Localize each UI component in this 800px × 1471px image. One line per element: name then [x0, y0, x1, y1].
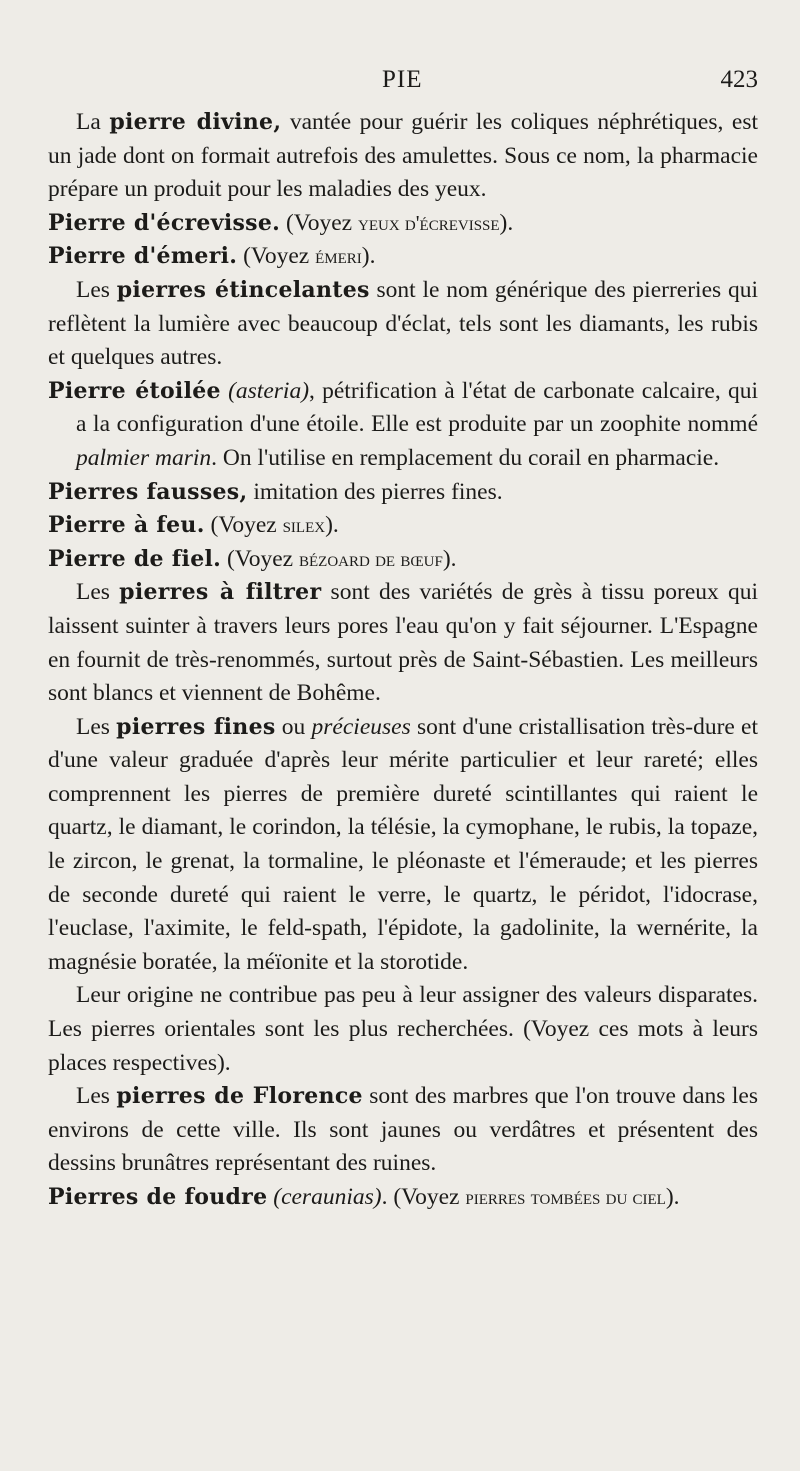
- entry-pierre-ecrevisse: Pierre d'écrevisse. (Voyez yeux d'écrevisse).: [48, 209, 514, 236]
- latin-name: (asteria): [220, 377, 310, 404]
- paragraph-origine: Leur origine ne contribue pas peu à leur assigner des valeurs disparates. Les pierres orientales sont les plus recherchées. (Voyez ces mots à leurs places respectives).: [48, 982, 758, 1076]
- entry-term: Pierres fausses,: [48, 478, 248, 505]
- page-header: [0, 66, 800, 98]
- page-number: 423: [720, 66, 758, 93]
- entry-pierres-fines: Les pierres fines ou précieuses sont d'une cristallisation très-dure et d'une valeur graduée d'après leur mérite particulier et leur rareté; elles comprennent les pierres de première dureté scintillantes qui raient le quartz, le diamant, le corindon, la télésie, la cymophane, le rubis, la topaze, le zircon, le grenat, la tormaline, le pléonaste et l'émeraude; et les pierres de seconde dureté qui raient le verre, le quartz, le péridot, l'idocrase, l'euclase, l'aximite, le feld-spath, l'épidote, la gadolinite, la wernérite, la magnésie boratée, la méïonite et la storotide.: [48, 713, 759, 975]
- entry-pierre-de-fiel: Pierre de fiel. (Voyez bézoard de bœuf).: [48, 545, 457, 572]
- entry-pierres-de-foudre: Pierres de foudre (ceraunias). (Voyez pierres tombées du ciel).: [48, 1184, 680, 1210]
- entry-term: Pierre de fiel.: [48, 545, 222, 572]
- entry-pierres-a-filtrer: Les pierres à filtrer sont des variétés de grès à tissu poreux qui laissent suinter à travers leurs pores l'eau qu'on y fait séjourner. L'Espagne en fournit de très-renommés, surtout près de Saint-Sébastien. Les meilleurs sont blancs et viennent de Bohême.: [48, 579, 759, 707]
- entry-pierres-de-florence: Les pierres de Florence sont des marbres que l'on trouve dans les environs de cette ville. Ils sont jaunes ou verdâtres et présentent des dessins brunâtres représentant des ruines.: [48, 1083, 758, 1177]
- entry-term: pierres à filtrer: [119, 579, 322, 606]
- entry-term: Pierre d'émeri.: [48, 243, 238, 270]
- entry-term: Pierres de foudre: [48, 1184, 268, 1210]
- cross-reference: émeri: [315, 244, 362, 269]
- entry-term: Pierre d'écrevisse.: [48, 209, 281, 236]
- entry-pierres-fausses: Pierres fausses, imitation des pierres fines.: [48, 478, 503, 505]
- entry-term: pierres fines: [116, 713, 276, 740]
- latin-name: (ceraunias): [267, 1184, 382, 1210]
- entry-term: pierres étincelantes: [116, 276, 370, 303]
- entry-pierre-etoilee: Pierre étoilée (asteria), pétrification à l'état de carbonate calcaire, qui a la configuration d'une étoile. Elle est produite par un zoophite nommé palmier marin. On l'utilise en remplacement du corail en pharmacie.: [48, 377, 758, 471]
- entry-pierres-etincelantes: Les pierres étincelantes sont le nom générique des pierreries qui reflètent la lumière avec beaucoup d'éclat, tels sont les diamants, les rubis et quelques autres.: [48, 276, 758, 371]
- entry-term: Pierre étoilée: [48, 377, 221, 404]
- cross-reference: bézoard de bœuf: [299, 546, 443, 571]
- cross-reference: pierres tombées du ciel: [465, 1185, 666, 1209]
- entry-term: Pierre à feu.: [48, 512, 205, 539]
- entry-pierre-a-feu: Pierre à feu. (Voyez silex).: [48, 512, 339, 539]
- entry-term: pierres de Florence: [116, 1083, 363, 1110]
- entry-term: pierre divine,: [109, 109, 282, 135]
- running-head: PIE: [382, 66, 423, 93]
- cross-reference: yeux d'écrevisse: [358, 210, 500, 235]
- entry-pierre-emeri: Pierre d'émeri. (Voyez émeri).: [48, 243, 376, 270]
- entry-pierre-divine: La pierre divine, vantée pour guérir les coliques néphrétiques, est un jade dont on formait autrefois des amulettes. Sous ce nom, la pharmacie prépare un produit pour les maladies des yeux.: [48, 109, 758, 203]
- dictionary-text: [48, 106, 758, 1215]
- cross-reference: silex: [282, 513, 326, 538]
